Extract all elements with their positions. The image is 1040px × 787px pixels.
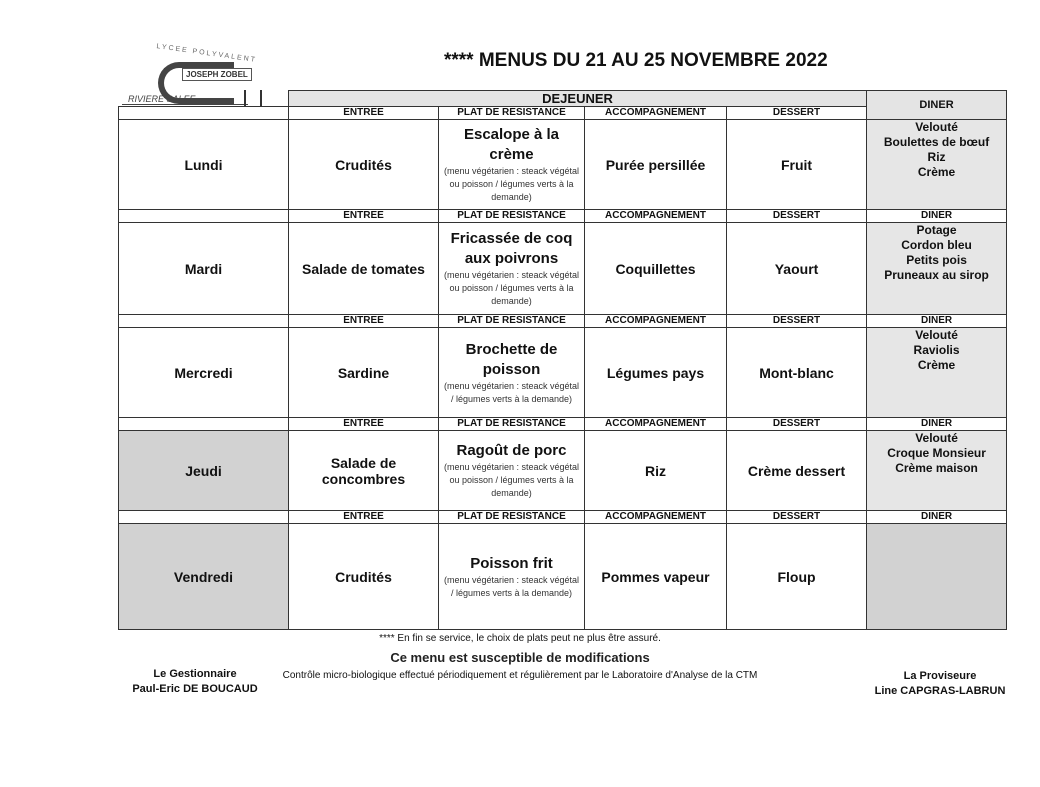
diner-item: Cordon bleu xyxy=(901,238,972,252)
dessert-cell: Floup xyxy=(727,524,867,630)
plat-cell xyxy=(439,524,585,630)
entree-cell: Sardine xyxy=(289,328,439,418)
day-row xyxy=(119,524,1007,630)
day-row xyxy=(119,431,1007,511)
diner-cell xyxy=(867,431,1007,511)
subheader-entree: ENTREE xyxy=(289,107,439,120)
subheader-diner: DINER xyxy=(867,418,1007,431)
signature-gestionnaire xyxy=(110,667,280,697)
subheader-diner: DINER xyxy=(867,511,1007,524)
subheader-plat: PLAT DE RESISTANCE xyxy=(439,315,585,328)
day-name: Jeudi xyxy=(119,431,289,511)
page-title: **** MENUS DU 21 AU 25 NOVEMBRE 2022 xyxy=(444,50,828,71)
subheader-spacer xyxy=(119,107,289,120)
accompagnement-cell: Légumes pays xyxy=(585,328,727,418)
subheader-diner: DINER xyxy=(867,210,1007,223)
accompagnement-cell: Riz xyxy=(585,431,727,511)
proviseure-name: Line CAPGRAS-LABRUN xyxy=(874,685,1006,697)
day-row xyxy=(119,120,1007,210)
diner-item: Petits pois xyxy=(906,253,967,267)
subheader-accompagnement: ACCOMPAGNEMENT xyxy=(585,210,727,223)
subheader-accompagnement: ACCOMPAGNEMENT xyxy=(585,418,727,431)
subheader-entree: ENTREE xyxy=(289,418,439,431)
plat-name: Escalope à la crème xyxy=(463,126,560,163)
entree-cell: Crudités xyxy=(289,120,439,210)
subheader-accompagnement: ACCOMPAGNEMENT xyxy=(585,315,727,328)
diner-item: Velouté xyxy=(915,431,958,445)
subheader-diner: DINER xyxy=(867,315,1007,328)
dessert-cell: Crème dessert xyxy=(727,431,867,511)
plat-name: Fricassée de coq aux poivrons xyxy=(450,230,573,267)
subheader-entree: ENTREE xyxy=(289,511,439,524)
diner-item: Riz xyxy=(927,150,946,164)
dejeuner-header: DEJEUNER xyxy=(289,91,867,107)
subheader-dessert: DESSERT xyxy=(727,315,867,328)
diner-header: DINER xyxy=(867,91,1007,120)
subheader-spacer xyxy=(119,511,289,524)
accompagnement-cell: Pommes vapeur xyxy=(585,524,727,630)
diner-item: Pruneaux au sirop xyxy=(884,268,989,282)
vegetarian-option: (menu végétarien : steack végétal ou poisson / légumes verts à la demande) xyxy=(443,462,580,498)
entree-cell: Salade de concombres xyxy=(289,431,439,511)
day-row xyxy=(119,223,1007,315)
diner-item: Boulettes de bœuf xyxy=(883,135,990,149)
vegetarian-option: (menu végétarien : steack végétal ou poisson / légumes verts à la demande) xyxy=(443,166,580,202)
day-name: Mardi xyxy=(119,223,289,315)
diner-item: Crème maison xyxy=(895,461,978,475)
day-row xyxy=(119,328,1007,418)
subheader-dessert: DESSERT xyxy=(727,107,867,120)
vegetarian-option: (menu végétarien : steack végétal / légumes verts à la demande) xyxy=(443,380,580,404)
entree-cell: Crudités xyxy=(289,524,439,630)
diner-item: Crème xyxy=(917,165,956,179)
plat-cell xyxy=(439,328,585,418)
subheader-spacer xyxy=(119,210,289,223)
subheader-dessert: DESSERT xyxy=(727,418,867,431)
subheader-spacer xyxy=(119,315,289,328)
subheader-spacer xyxy=(119,418,289,431)
signature-proviseure xyxy=(860,669,1020,699)
subheader-accompagnement: ACCOMPAGNEMENT xyxy=(585,511,727,524)
gestionnaire-name: Paul-Eric DE BOUCAUD xyxy=(132,683,258,695)
plat-cell xyxy=(439,223,585,315)
corner-cell xyxy=(119,91,289,107)
plat-name: Brochette de poisson xyxy=(465,340,558,378)
vegetarian-option: (menu végétarien : steack végétal ou poisson / légumes verts à la demande) xyxy=(443,270,580,306)
subheader-plat: PLAT DE RESISTANCE xyxy=(439,418,585,431)
day-name: Lundi xyxy=(119,120,289,210)
dessert-cell: Mont-blanc xyxy=(727,328,867,418)
logo-town: RIVIERE SALEE xyxy=(122,94,248,105)
diner-item: Croque Monsieur xyxy=(887,446,986,460)
menu-table xyxy=(118,90,1007,630)
gestionnaire-role: Le Gestionnaire xyxy=(153,668,237,680)
subheader-dessert: DESSERT xyxy=(727,511,867,524)
diner-cell xyxy=(867,524,1007,630)
diner-cell xyxy=(867,328,1007,418)
vegetarian-option: (menu végétarien : steack végétal / légumes verts à la demande) xyxy=(443,574,580,598)
dessert-cell: Yaourt xyxy=(727,223,867,315)
logo-brand: JOSEPH ZOBEL xyxy=(182,68,252,81)
diner-item: Potage xyxy=(916,223,957,237)
accompagnement-cell: Coquillettes xyxy=(585,223,727,315)
subheader-plat: PLAT DE RESISTANCE xyxy=(439,107,585,120)
subheader-entree: ENTREE xyxy=(289,315,439,328)
subheader-dessert: DESSERT xyxy=(727,210,867,223)
diner-item: Velouté xyxy=(915,120,958,134)
service-note: **** En fin se service, le choix de plats peut ne plus être assuré. xyxy=(379,633,661,644)
diner-item: Velouté xyxy=(915,328,958,342)
accompagnement-cell: Purée persillée xyxy=(585,120,727,210)
subheader-entree: ENTREE xyxy=(289,210,439,223)
proviseure-role: La Proviseure xyxy=(903,670,977,682)
plat-cell xyxy=(439,120,585,210)
control-note: Contrôle micro-biologique effectué périodiquement et régulièrement par le Laboratoire d'Analyse de la CTM xyxy=(282,670,758,681)
subheader-plat: PLAT DE RESISTANCE xyxy=(439,511,585,524)
plat-name: Poisson frit xyxy=(470,554,553,572)
subheader-plat: PLAT DE RESISTANCE xyxy=(439,210,585,223)
dessert-cell: Fruit xyxy=(727,120,867,210)
diner-cell xyxy=(867,223,1007,315)
day-name: Vendredi xyxy=(119,524,289,630)
plat-name: Ragoût de porc xyxy=(456,442,567,459)
logo-school-text: LYCEE POLYVALENT xyxy=(156,42,258,65)
entree-cell: Salade de tomates xyxy=(289,223,439,315)
diner-cell xyxy=(867,120,1007,210)
plat-cell xyxy=(439,431,585,511)
modification-note: Ce menu est susceptible de modifications xyxy=(390,650,650,665)
diner-item: Crème xyxy=(917,358,956,372)
day-name: Mercredi xyxy=(119,328,289,418)
subheader-accompagnement: ACCOMPAGNEMENT xyxy=(585,107,727,120)
diner-item: Raviolis xyxy=(913,343,960,357)
